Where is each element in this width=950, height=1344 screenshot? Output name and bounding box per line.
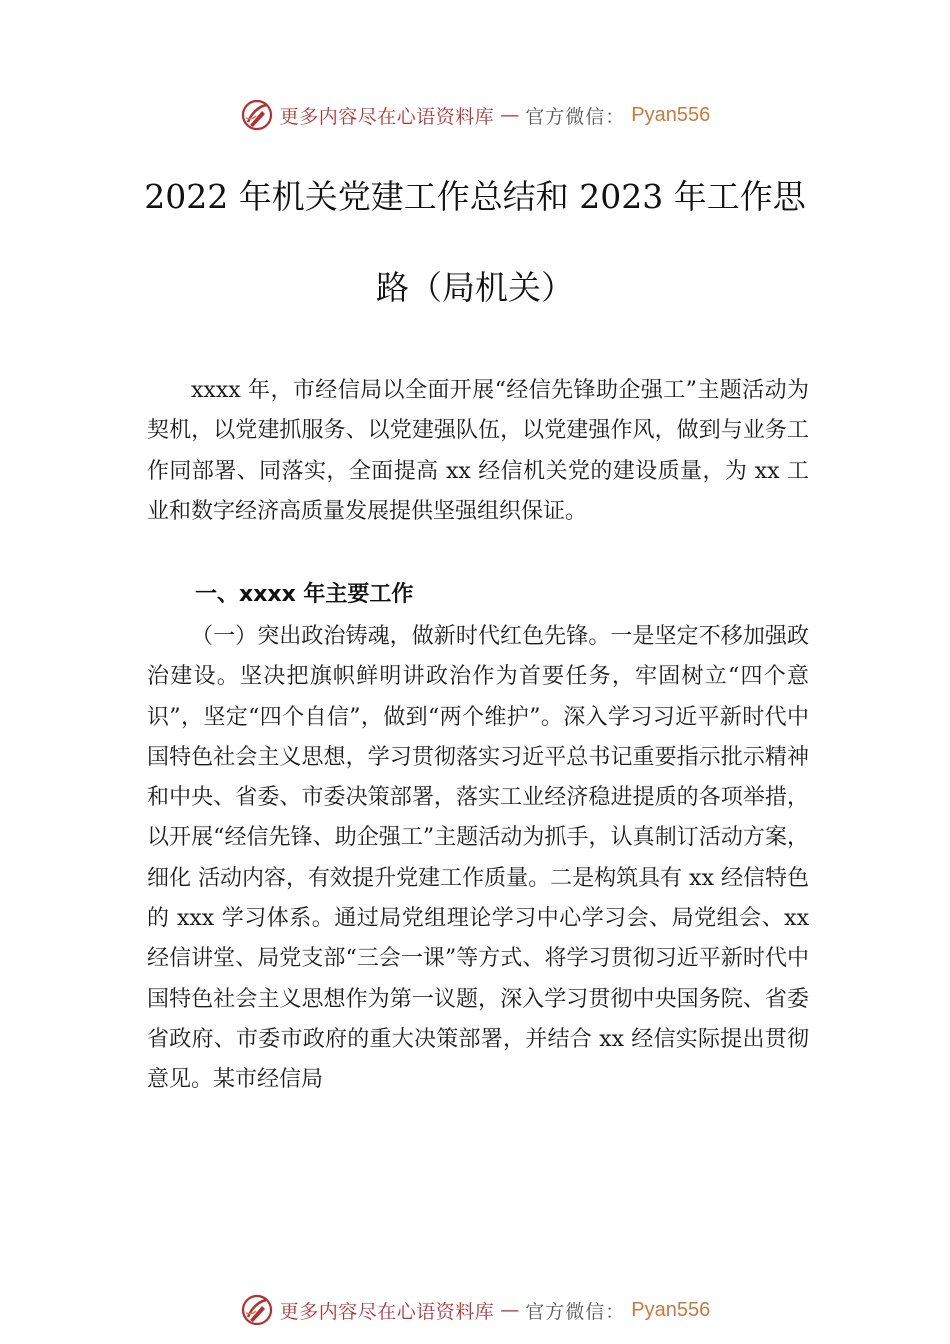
intro-paragraph: xxxx 年，市经信局以全面开展“经信先锋助企强工”主题活动为契机，以党建抓服务、以党建强队伍，以党建强作风，做到与业务工作同部署、同落实，全面提高 xx 经信机关党的建设质量，为 xx 工业和数字经济高质量发展提供坚强组织保证。 (147, 378, 809, 524)
pen-logo-icon (240, 98, 274, 132)
watermark-dash: — (500, 104, 520, 126)
watermark-brand-text: 更多内容尽在心语资料库 (279, 105, 495, 128)
section-heading: 一、xxxx 年主要工作 (195, 582, 414, 607)
document-title-line2: 路（局机关） (376, 268, 574, 307)
watermark-dash: — (500, 1299, 520, 1321)
document-title-line1: 2022 年机关党建工作总结和 2023 年工作思 (144, 177, 806, 216)
watermark-brand-text: 更多内容尽在心语资料库 (279, 1300, 495, 1323)
header-watermark (0, 95, 950, 135)
watermark-wechat-id: Pyan556 (631, 1298, 711, 1321)
watermark-label: 官方微信： (525, 1300, 626, 1323)
watermark-wechat-id: Pyan556 (631, 103, 711, 126)
watermark-label: 官方微信： (525, 105, 626, 128)
pen-logo-icon (240, 1293, 274, 1327)
footer-watermark (0, 1290, 950, 1330)
section-paragraph: （一）突出政治铸魂，做新时代红色先锋。一是坚定不移加强政治建设。坚决把旗帜鲜明讲政治作为首要任务，牢固树立“四个意识”，坚定“四个自信”，做到“两个维护”。深入学习习近平新时代中国特色社会主义思想，学习贯彻落实习近平总书记重要指示批示精神和中央、省委、市委决策部署，落实工业经济稳进提质的各项举措，以开展“经信先锋、助企强工”主题活动为抓手，认真制订活动方案，细化 活动内容，有效提升党建工作质量。二是构筑具有 xx 经信特色的 xxx 学习体系。通过局党组理论学习中心学习会、局党组会、xx 经信讲堂、局党支部“三会一课”等方式、将学习贯彻习近平新时代中国特色社会主义思想作为第一议题，深入学习贯彻中央国务院、省委省政府、市委市政府的重大决策部署，并结合 xx 经信实际提出贯彻意见。某市经信局 (147, 624, 809, 1093)
